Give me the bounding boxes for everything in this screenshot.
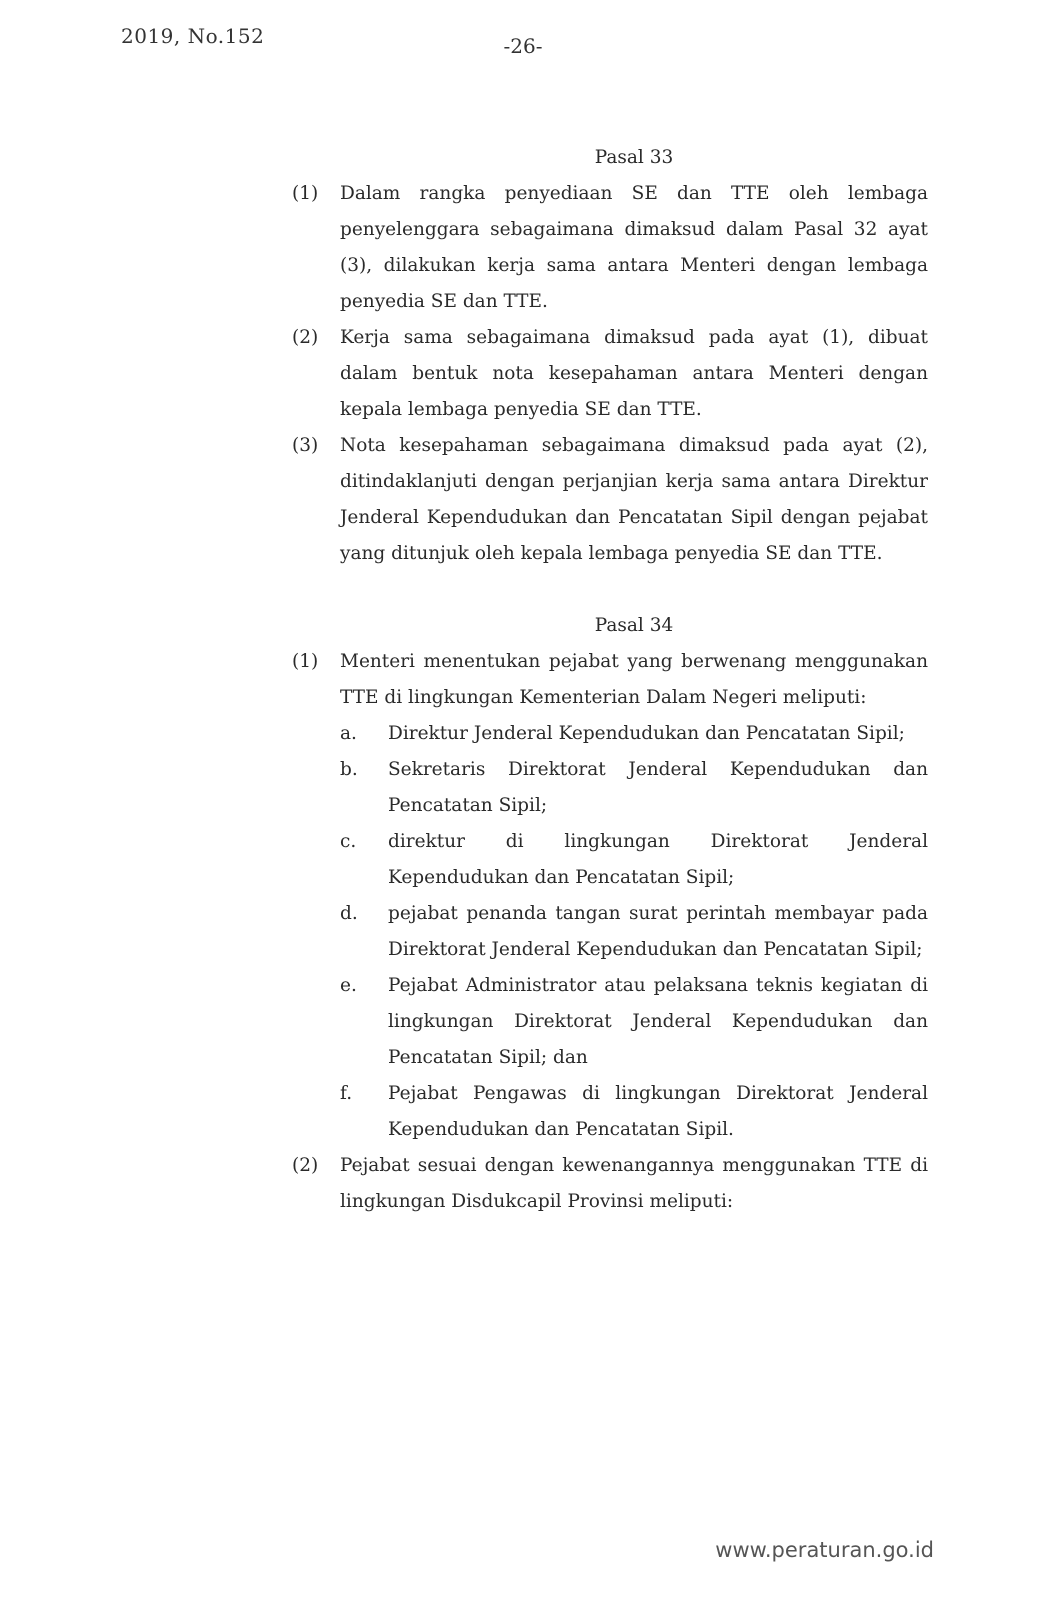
ayat-text: Kerja sama sebagaimana dimaksud pada ayat (1), dibuat dalam bentuk nota kesepahaman antara Menteri dengan kepala lembaga penyedia SE dan TTE. bbox=[340, 327, 928, 420]
list-item-letter: f. bbox=[340, 1083, 353, 1104]
list-item-text: Pejabat Pengawas di lingkungan Direktorat Jenderal Kependudukan dan Pencatatan Sipil. bbox=[388, 1083, 928, 1140]
pasal-33-ayat-1 bbox=[292, 176, 928, 320]
list-item-text: Sekretaris Direktorat Jenderal Kependudukan dan Pencatatan Sipil; bbox=[388, 759, 928, 816]
list-item bbox=[340, 752, 928, 824]
list-item bbox=[340, 896, 928, 968]
list-item bbox=[340, 1076, 928, 1148]
pasal-34-ayat-2 bbox=[292, 1148, 928, 1220]
page-reference: 2019, No.152 bbox=[121, 24, 265, 48]
footer-website-link[interactable]: www.peraturan.go.id bbox=[715, 1538, 934, 1562]
pasal-34-ayat-1 bbox=[292, 644, 928, 1148]
ayat-text: Dalam rangka penyediaan SE dan TTE oleh lembaga penyelenggara sebagaimana dimaksud dalam Pasal 32 ayat (3), dilakukan kerja sama antara Menteri dengan lembaga penyedia SE dan TTE. bbox=[340, 183, 928, 312]
list-item-text: Direktur Jenderal Kependudukan dan Pencatatan Sipil; bbox=[388, 723, 905, 744]
ayat-text: Menteri menentukan pejabat yang berwenang menggunakan TTE di lingkungan Kementerian Dalam Negeri meliputi: bbox=[340, 651, 928, 708]
ayat-text: Nota kesepahaman sebagaimana dimaksud pada ayat (2), ditindaklanjuti dengan perjanjian kerja sama antara Direktur Jenderal Kependudukan dan Pencatatan Sipil dengan pejabat yang ditunjuk oleh kepala lembaga penyedia SE dan TTE. bbox=[340, 435, 928, 564]
list-item-text: Pejabat Administrator atau pelaksana teknis kegiatan di lingkungan Direktorat Jenderal Kependudukan dan Pencatatan Sipil; dan bbox=[388, 975, 928, 1068]
section-spacer bbox=[292, 572, 928, 608]
document-body bbox=[292, 140, 928, 1220]
ayat-text: Pejabat sesuai dengan kewenangannya menggunakan TTE di lingkungan Disdukcapil Provinsi meliputi: bbox=[340, 1155, 928, 1212]
ayat-number: (2) bbox=[292, 327, 319, 348]
list-item bbox=[340, 968, 928, 1076]
list-item bbox=[340, 716, 928, 752]
ayat-number: (3) bbox=[292, 435, 319, 456]
list-item bbox=[340, 824, 928, 896]
page-number: -26- bbox=[503, 34, 543, 58]
ayat-number: (1) bbox=[292, 651, 319, 672]
list-item-text: direktur di lingkungan Direktorat Jenderal Kependudukan dan Pencatatan Sipil; bbox=[388, 831, 928, 888]
list-item-letter: d. bbox=[340, 903, 358, 924]
pasal-33-ayat-3 bbox=[292, 428, 928, 572]
ayat-number: (2) bbox=[292, 1155, 319, 1176]
list-item-letter: e. bbox=[340, 975, 357, 996]
pasal-34-title: Pasal 34 bbox=[594, 615, 674, 636]
pasal-33-title: Pasal 33 bbox=[594, 147, 674, 168]
ayat-number: (1) bbox=[292, 183, 319, 204]
list-item-letter: a. bbox=[340, 723, 357, 744]
list-item-letter: b. bbox=[340, 759, 358, 780]
list-item-letter: c. bbox=[340, 831, 357, 852]
pasal-33-ayat-2 bbox=[292, 320, 928, 428]
list-item-text: pejabat penanda tangan surat perintah membayar pada Direktorat Jenderal Kependudukan dan Pencatatan Sipil; bbox=[388, 903, 928, 960]
